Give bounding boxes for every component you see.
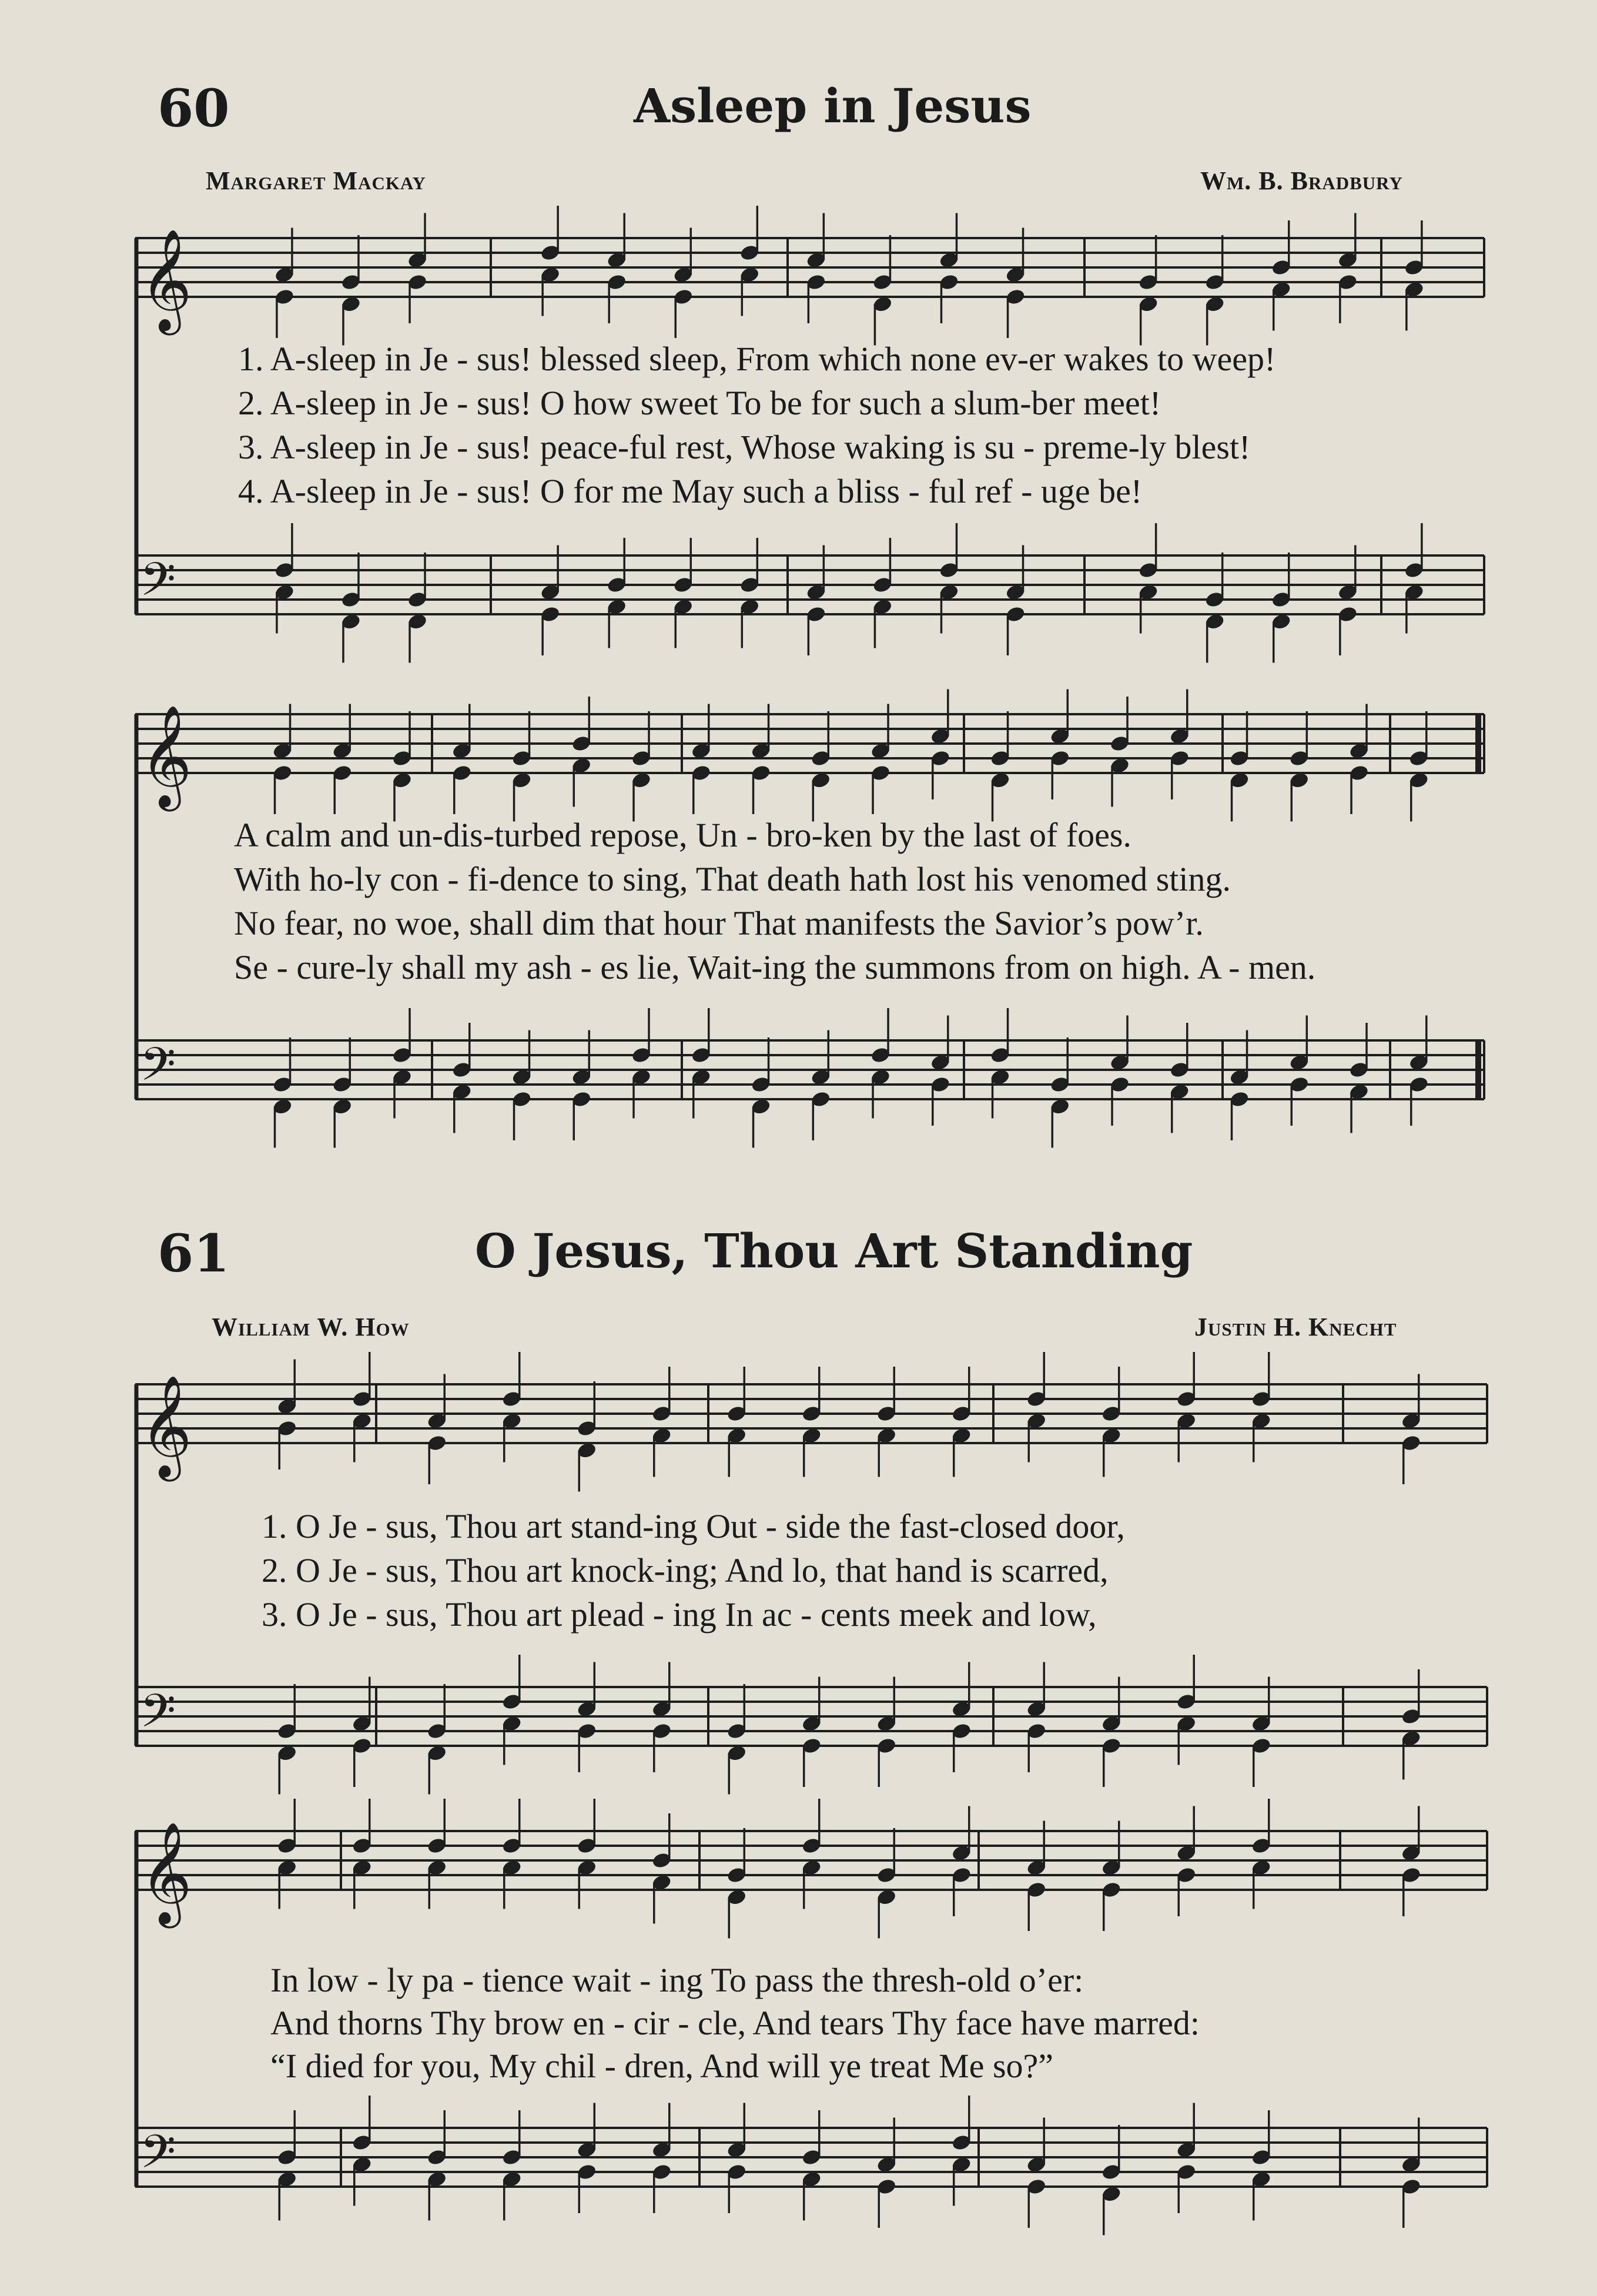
- lyric-line: 3. A-sleep in Je - sus! peace-ful rest, Whose waking is su - preme-ly blest!: [238, 428, 1251, 466]
- lyric-line: 1. O Je - sus, Thou art stand-ing Out - side the fast-closed door,: [262, 1507, 1125, 1545]
- bass-clef-icon: 𝄢: [140, 1038, 176, 1103]
- lyric-line: In low - ly pa - tience wait - ing To pass the thresh-old o’er:: [270, 1961, 1084, 1999]
- hymn-number: 60: [158, 78, 230, 139]
- treble-clef-icon: 𝄞: [140, 1375, 192, 1477]
- lyric-line: 2. A-sleep in Je - sus! O how sweet To be for such a slum-ber meet!: [238, 384, 1161, 422]
- words-credit: William W. How: [212, 1313, 410, 1341]
- lyric-line: 4. A-sleep in Je - sus! O for me May such a bliss - ful ref - uge be!: [238, 472, 1143, 510]
- hymn-title: Asleep in Jesus: [634, 78, 1032, 133]
- music-credit: Justin H. Knecht: [1194, 1313, 1397, 1341]
- treble-clef-icon: 𝄞: [140, 1822, 192, 1924]
- lyric-line: Se - cure-ly shall my ash - es lie, Wait-ing the summons from on high. A - men.: [234, 948, 1316, 986]
- lyric-line: 3. O Je - sus, Thou art plead - ing In ac - cents meek and low,: [262, 1595, 1097, 1634]
- lyric-line: With ho-ly con - fi-dence to sing, That death hath lost his venomed sting.: [234, 860, 1231, 898]
- hymn-number: 61: [158, 1223, 230, 1284]
- bass-clef-icon: 𝄢: [140, 553, 176, 618]
- lyric-line: “I died for you, My chil - dren, And will ye treat Me so?”: [270, 2047, 1054, 2085]
- treble-clef-icon: 𝄞: [140, 705, 192, 807]
- lyric-line: 1. A-sleep in Je - sus! blessed sleep, From which none ev-er wakes to weep!: [238, 340, 1276, 378]
- bass-clef-icon: 𝄢: [140, 2126, 176, 2190]
- lyric-line: And thorns Thy brow en - cir - cle, And tears Thy face have marred:: [270, 2004, 1200, 2042]
- words-credit: Margaret Mackay: [206, 166, 426, 195]
- lyric-line: 2. O Je - sus, Thou art knock-ing; And lo, that hand is scarred,: [262, 1551, 1109, 1589]
- treble-clef-icon: 𝄞: [140, 229, 192, 331]
- lyric-line: No fear, no woe, shall dim that hour That manifests the Savior’s pow’r.: [234, 904, 1204, 942]
- music-credit: Wm. B. Bradbury: [1200, 166, 1403, 195]
- lyric-line: A calm and un-dis-turbed repose, Un - bro-ken by the last of foes.: [234, 816, 1131, 854]
- hymn-title: O Jesus, Thou Art Standing: [475, 1223, 1193, 1278]
- bass-clef-icon: 𝄢: [140, 1685, 176, 1749]
